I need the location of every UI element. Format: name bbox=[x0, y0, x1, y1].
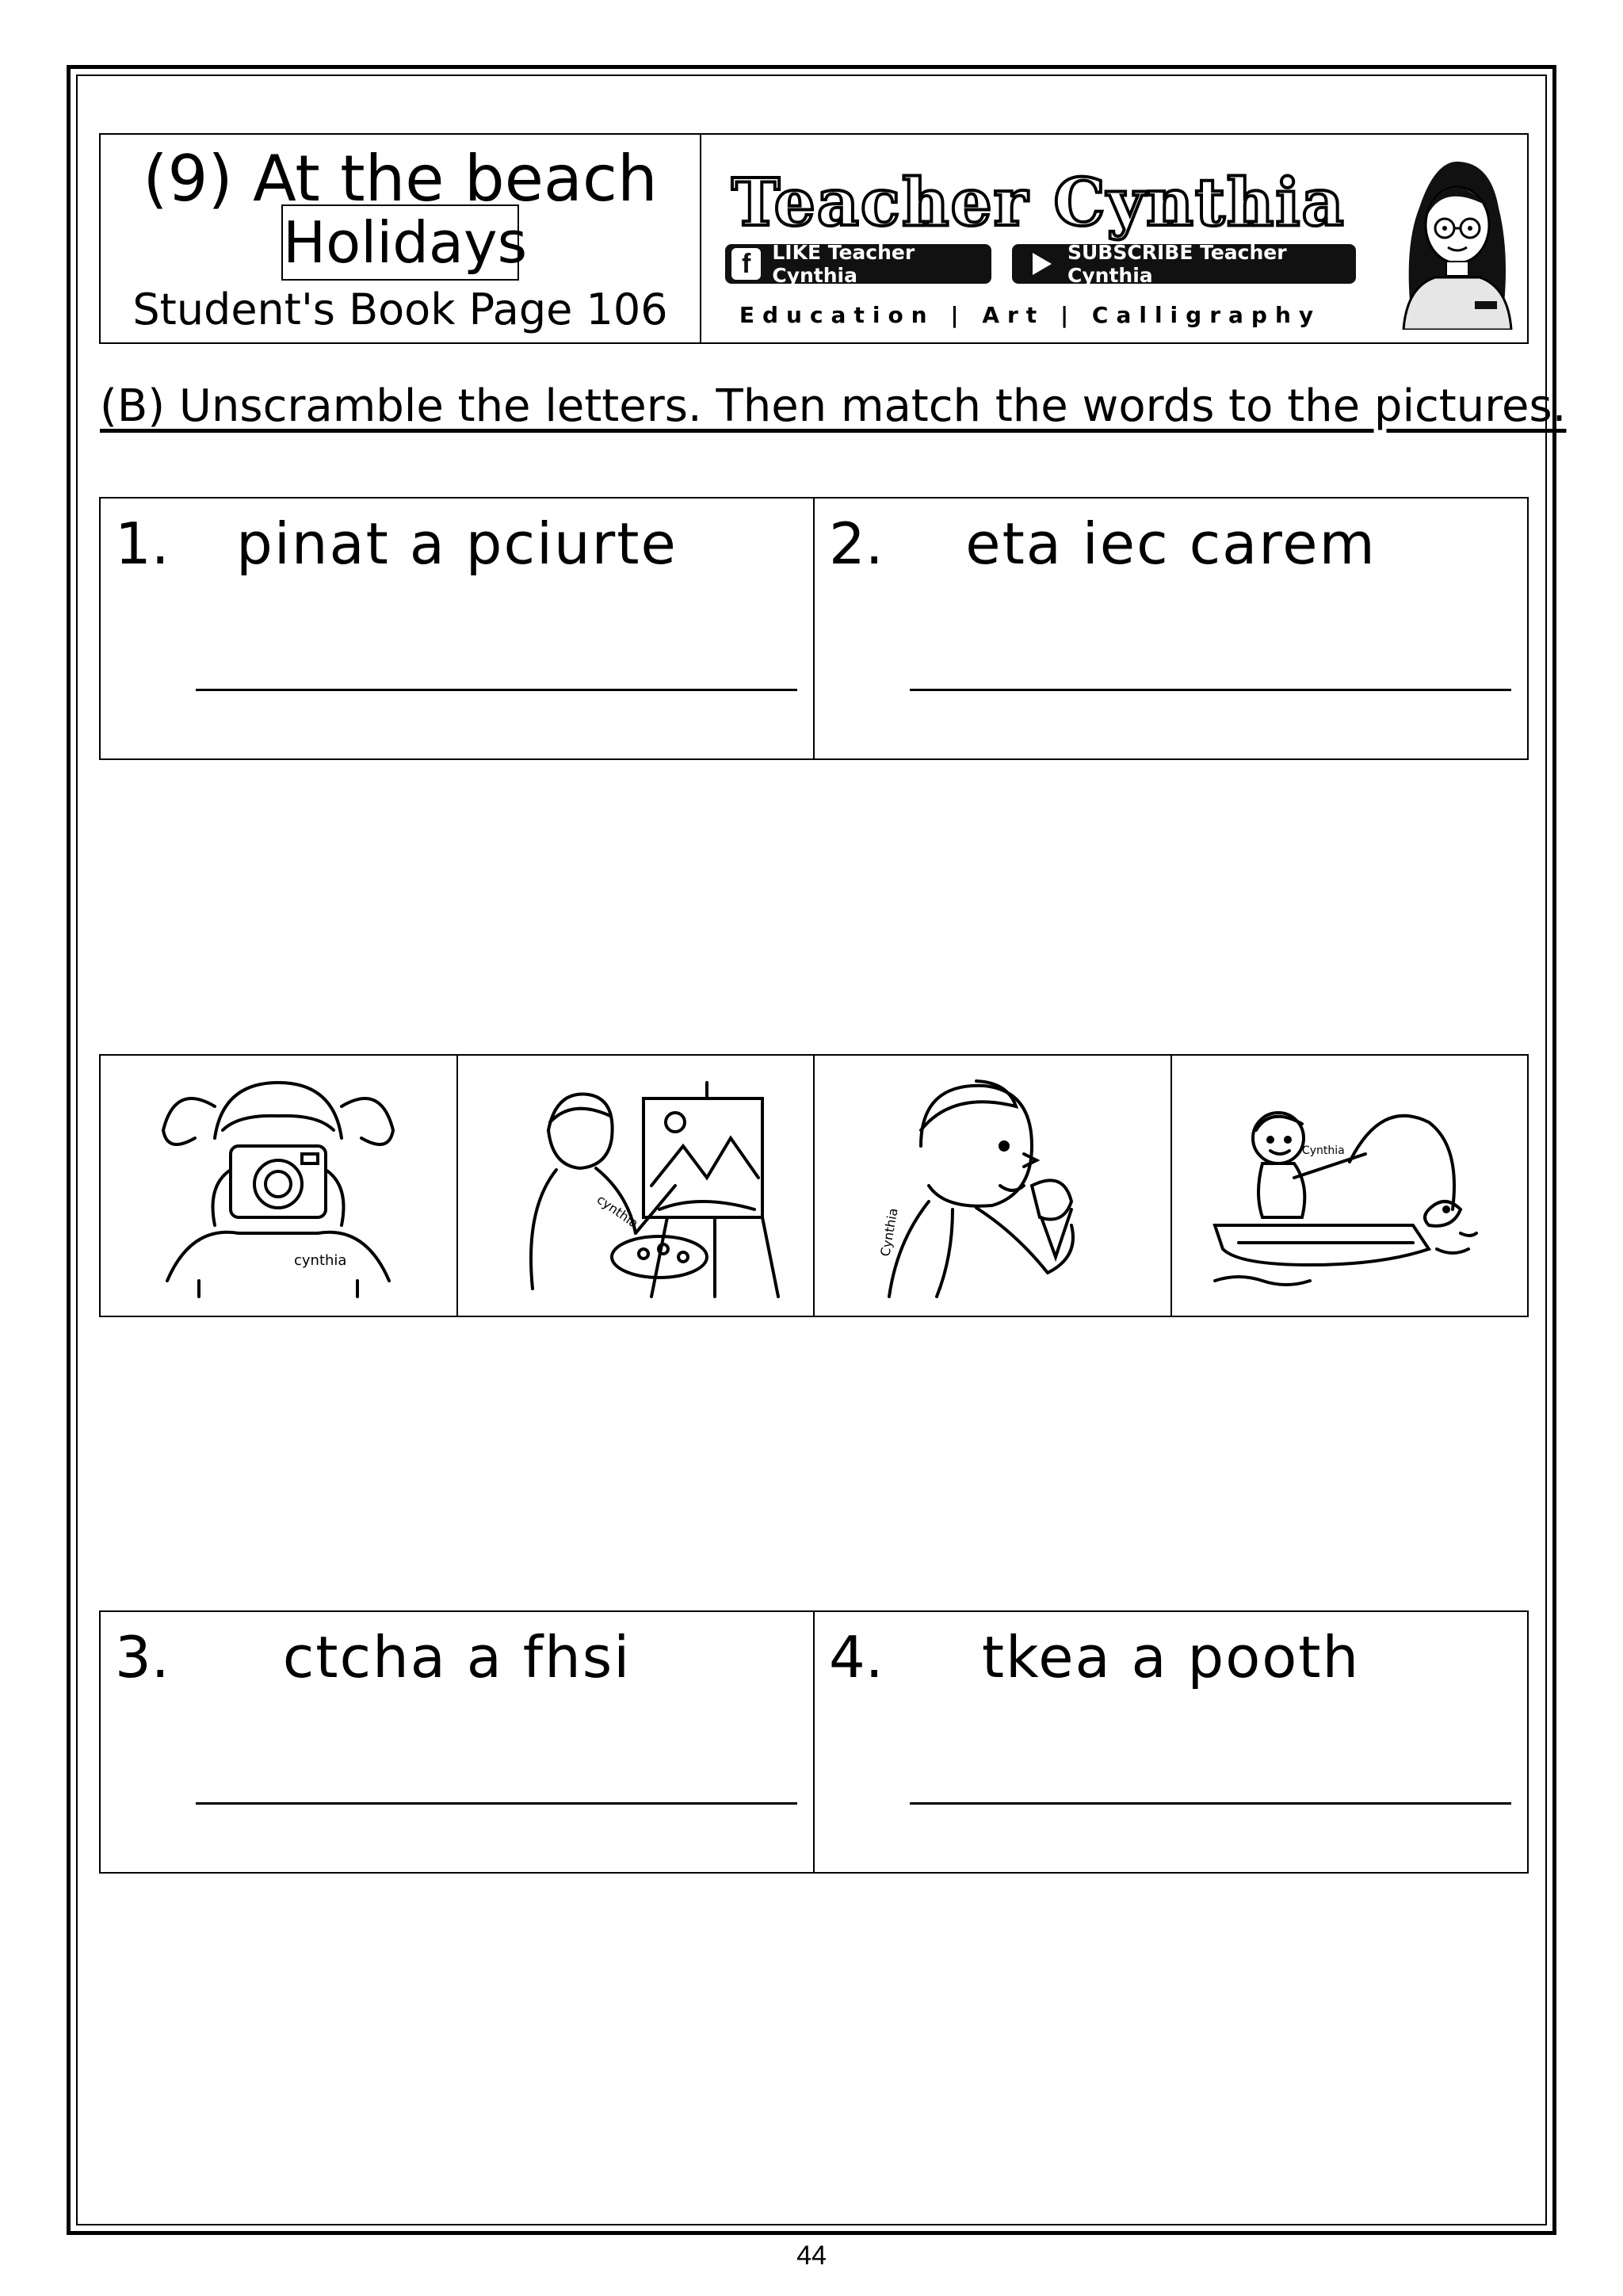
illustration-signature: cynthia bbox=[294, 1252, 347, 1269]
teacher-avatar-icon bbox=[1396, 152, 1514, 330]
facebook-like-banner bbox=[725, 241, 991, 287]
facebook-like-label: LIKE Teacher Cynthia bbox=[772, 241, 915, 287]
question-box-1 bbox=[101, 499, 813, 758]
question-number: 4. bbox=[829, 1624, 884, 1690]
boy-painting-picture-illustration bbox=[477, 1067, 794, 1305]
question-number: 2. bbox=[829, 510, 884, 577]
unit-title: (9) At the beach bbox=[143, 142, 658, 216]
facebook-icon: f bbox=[731, 248, 761, 280]
header-title-panel bbox=[101, 135, 701, 342]
question-box-3 bbox=[101, 1612, 813, 1872]
girl-taking-photo-illustration bbox=[120, 1067, 437, 1305]
brand-panel bbox=[701, 135, 1527, 342]
picture-cell-2[interactable] bbox=[456, 1056, 814, 1316]
answer-line[interactable] bbox=[910, 689, 1511, 691]
answer-line[interactable] bbox=[910, 1802, 1511, 1805]
picture-cell-3[interactable] bbox=[813, 1056, 1170, 1316]
illustration-signature: cynthia bbox=[594, 1191, 641, 1232]
question-row-1 bbox=[99, 497, 1529, 760]
scrambled-phrase: ctcha a fhsi bbox=[282, 1624, 632, 1690]
scrambled-phrase: eta iec carem bbox=[965, 510, 1377, 577]
illustration-signature: Cynthia bbox=[877, 1206, 901, 1258]
picture-cell-4[interactable] bbox=[1170, 1056, 1528, 1316]
instruction-text: (B) Unscramble the letters. Then match the words to the pictures. bbox=[100, 380, 1567, 432]
boy-eating-ice-cream-illustration bbox=[834, 1067, 1151, 1305]
question-number: 1. bbox=[115, 510, 170, 577]
answer-line[interactable] bbox=[196, 689, 797, 691]
question-row-2 bbox=[99, 1610, 1529, 1874]
boy-catching-fish-illustration bbox=[1191, 1067, 1508, 1305]
illustration-signature: Cynthia bbox=[1301, 1144, 1345, 1157]
question-number: 3. bbox=[115, 1624, 170, 1690]
question-box-2 bbox=[813, 499, 1527, 758]
youtube-play-icon bbox=[1033, 253, 1052, 275]
book-page-reference: Student's Book Page 106 bbox=[132, 285, 668, 334]
page-number: 44 bbox=[796, 2241, 827, 2271]
worksheet-header bbox=[99, 133, 1529, 344]
youtube-subscribe-banner bbox=[1012, 241, 1356, 287]
scrambled-phrase: tkea a pooth bbox=[981, 1624, 1361, 1690]
picture-cell-1[interactable] bbox=[101, 1056, 456, 1316]
question-box-4 bbox=[813, 1612, 1527, 1872]
scrambled-phrase: pinat a pciurte bbox=[236, 510, 678, 577]
answer-line[interactable] bbox=[196, 1802, 797, 1805]
picture-row bbox=[99, 1054, 1529, 1317]
brand-tagline: Education | Art | Calligraphy bbox=[739, 302, 1322, 328]
topic-title: Holidays bbox=[281, 204, 519, 281]
youtube-subscribe-label: SUBSCRIBE Teacher Cynthia bbox=[1067, 241, 1287, 287]
brand-logo-text: Teacher Cynthia bbox=[731, 165, 1346, 241]
